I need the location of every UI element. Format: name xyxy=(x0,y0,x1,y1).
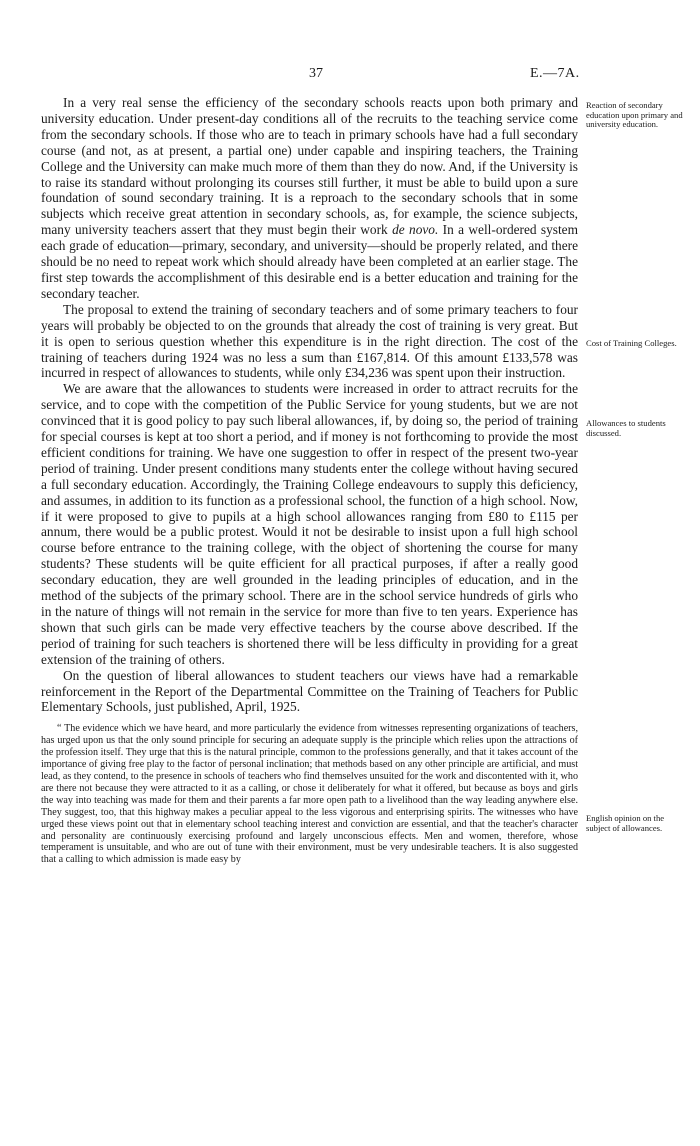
paragraph-cost-of-training: The proposal to extend the training of secondary teachers and of some primary teachers to four years will probably be objected to on the grounds that already the cost of training is very great. But it is open to serious question whether this expenditure is in the right direction. The cost of the training of teachers during 1924 was no less a sum than £167,814. Of this amount £133,578 was incurred in respect of allowances to students, while only £34,236 was spent upon their instruction. xyxy=(41,301,578,381)
paragraph-english-opinion: On the question of liberal allowances to student teachers our views have had a remarkable reinforcement in the Report of the Departmental Committee on the Training of Teachers for Public Elementary Schools, just published, April, 1925. xyxy=(41,667,578,715)
page-number: 37 xyxy=(309,66,323,81)
margin-note-cost: Cost of Training Colleges. xyxy=(586,338,677,348)
main-text xyxy=(41,95,578,866)
quotation-block: “ The evidence which we have heard, and more particularly the evidence from witnesses representing organizations of teachers, has urged upon us that the only sound principle for securing an adequate supply is the principle which relies upon the attractions of the profession itself. They urge that this is the natural principle, common to the professions generally, and that it takes account of the importance of giving free play to the factor of personal inclination; that methods based on any other principle are artificial, and must lead, as they contend, to the presence in schools of teachers who find themselves unsuited for the work and discontented with it, who are there not because they were attracted to it as a calling, or chose it deliberately for what it offered, but because as boys and girls the way into teaching was made for them and their parents a far more open path to a livelihood than the way leading anywhere else. They suggest, too, that this highway makes a peculiar appeal to the less vigorous and enterprising spirits. The witnesses who have urged these views point out that in elementary school teaching interest and conviction are essential, and that the teacher's character and personality are continuously exercising profound and largely unconscious effects. Men and women, therefore, whose temperament is unsuitable, and who are out of tune with their environment, must be very undesirable teachers. It is also suggested that a calling to which admission is made easy by xyxy=(41,723,578,866)
document-reference: E.—7A. xyxy=(530,66,580,81)
margin-note-allowances: Allowances to students discussed. xyxy=(586,418,666,438)
paragraph-text-after: In a well-ordered system each grade of education—primary, secondary, and university—should be properly related, and there should be no need to repeat work which should already have been completed at an earlier stage. The first step towards the accomplishment of this desirable end is a better education and training for the secondary teacher. xyxy=(41,222,578,301)
margin-note-english-opinion: English opinion on the subject of allowances. xyxy=(586,813,665,833)
paragraph-allowances: We are aware that the allowances to students were increased in order to attract recruits for the service, and to cope with the competition of the Public Service for young students, but we are not convinced that it is good policy to pay such liberal allowances, if, by doing so, the period of training for special courses is kept at too short a period, and if money is not forthcoming to provide the most efficient conditions for training. We have one suggestion to offer in respect of the present two-year period of training. Under present conditions many students enter the college without having secured a full secondary education. Accordingly, the Training College endeavours to supply this deficiency, and assumes, in addition to its function as a professional school, the function of a high school. Now, if it were proposed to give to pupils at a high school allowances ranging from £80 to £115 per annum, there would be a public protest. Would it not be desirable to insist upon a full high school course before entrance to the training college, with the object of shortening the course for many students? These students will be quite efficient for all practical purposes, if after a really good secondary education, they are well grounded in the leading principles of education, and in the method of the subjects of the primary school. There are in the school service hundreds of girls who in the nature of things will not remain in the service for more than five to ten years. Experience has shown that such girls can be made very effective teachers by the course above described. If the period of training for such teachers is shortened there will be less difficulty in providing for a great extension of the training of others. xyxy=(41,381,578,667)
paragraph-secondary-education xyxy=(41,95,578,302)
paragraph-text-before: In a very real sense the efficiency of the secondary schools reacts upon both primary and university education. Under present-day conditions all of the recruits to the teaching service come from the secondary schools. If those who are to teach in primary schools have had a full secondary course (and not, as at present, a partial one) under capable and inspiring teachers, the Training College and the University can make much more of them than they do now. And, if the University is to raise its standard without prolonging its courses still further, it must be able to build upon a sure foundation of sound secondary training. It is a reproach to the secondary schools that in some subjects which receive great attention in secondary schools, as, for example, the science subjects, many university teachers assert that they must begin their work xyxy=(41,95,578,238)
latin-phrase: de novo. xyxy=(392,222,439,238)
margin-note-reaction: Reaction of secondary education upon primary and university education. xyxy=(586,100,683,130)
